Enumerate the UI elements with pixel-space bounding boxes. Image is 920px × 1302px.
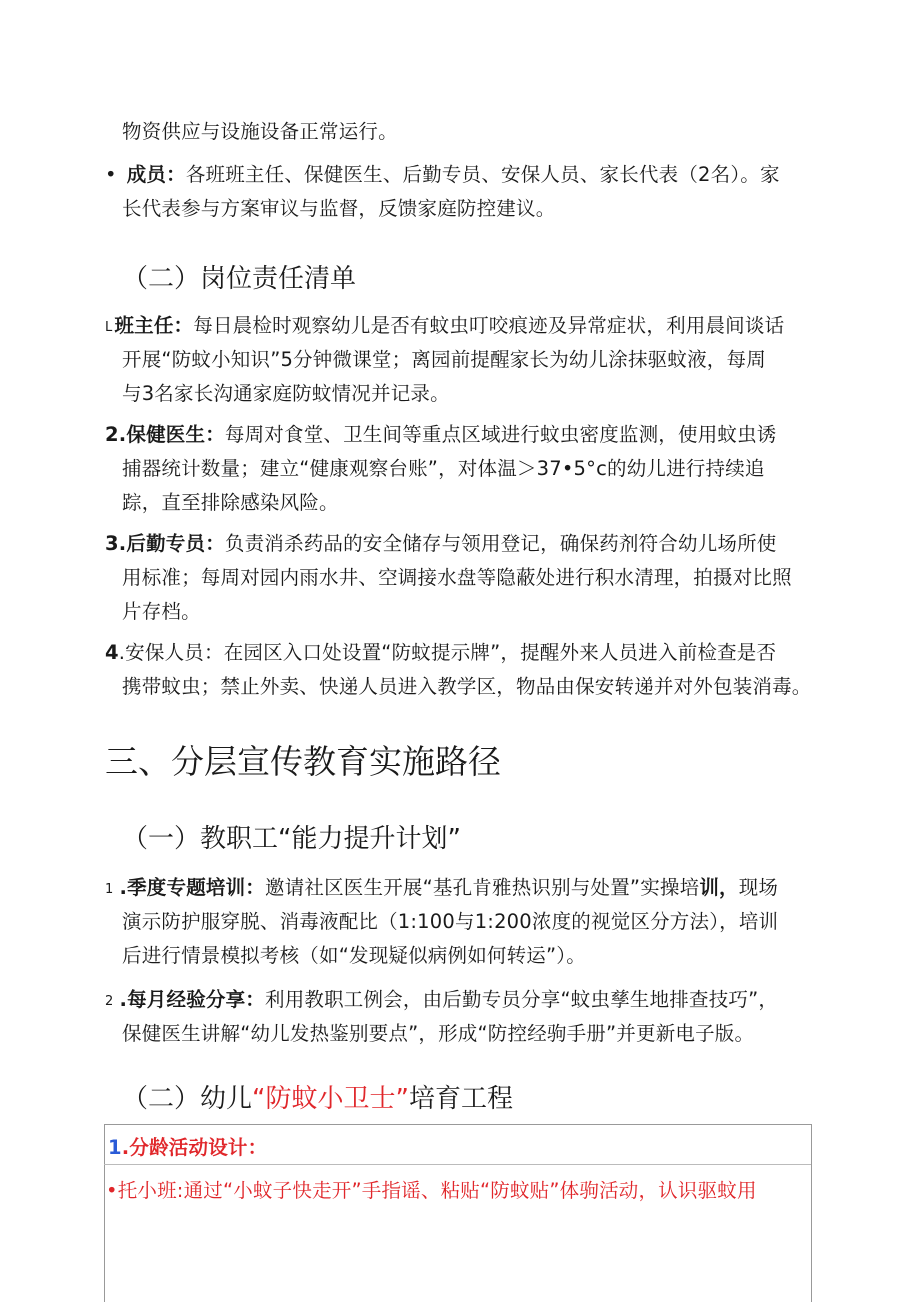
- duty-item-2: [105, 419, 777, 447]
- item-label: .后勤专员：: [118, 532, 225, 555]
- members-text-line2: 长代表参与方案审议与监督，反馈家庭防控建议。: [122, 197, 556, 220]
- item-number: 3: [105, 532, 119, 555]
- duty-item-2-line2: 捕器统计数量；建立“健康观察台账”，对体温＞37•5°c的幼儿进行持续追: [122, 457, 765, 480]
- item-label: .安保人员：: [118, 641, 224, 664]
- item-text: 邀请社区医生开展“基孔肯雅热识别与处置”实操培: [265, 876, 700, 899]
- bullet: •: [105, 163, 117, 186]
- heading-prefix: （二）幼儿: [122, 1084, 253, 1114]
- duty-item-1-line3: 与3名家长沟通家庭防蚊情况并记录。: [122, 382, 450, 405]
- staff-item-2: [105, 984, 778, 1012]
- staff-item-2-line2: 保健医生讲解“幼儿发热鉴别要点”，形成“防控经驹手册”并更新电子版。: [122, 1022, 755, 1045]
- duty-item-3-line2: 用标准；每周对园内雨水井、空调接水盘等隐蔽处进行积水清理，拍摄对比照: [122, 566, 792, 589]
- staff-item-1-line2: 演示防护服穿脱、消毒液配比（1:100与1:200浓度的视觉区分方法），培训: [122, 910, 779, 933]
- item-label: .每月经验分享：: [119, 988, 265, 1011]
- item-number: L: [105, 320, 113, 335]
- activity-table-row: •托小班:通过“小蚊子快走开”手指谣、粘贴“防蚊贴”体驹活动，认识驱蚊用: [106, 1179, 757, 1202]
- item-number: 2: [105, 994, 114, 1009]
- item-text: 利用教职工例会，由后勤专员分享“蚊虫孳生地排查技巧”，: [265, 988, 779, 1011]
- table-title-label: .分龄活动设计：: [121, 1136, 268, 1159]
- duty-item-1: [105, 310, 784, 338]
- item-text: 每周对食堂、卫生间等重点区域进行蚊虫密度监测，使用蚊虫诱: [224, 423, 777, 446]
- item-text-tail: 现场: [738, 876, 779, 899]
- duty-item-2-line3: 踪，直至排除感染风险。: [122, 491, 339, 514]
- table-title-number: 1: [108, 1136, 122, 1159]
- section-heading-kids: [122, 1078, 513, 1115]
- members-paragraph: [105, 159, 780, 187]
- activity-table-title: [108, 1132, 267, 1160]
- section-heading-staff: （一）教职工“能力提升计划”: [122, 824, 461, 854]
- duty-item-3-line3: 片存档。: [122, 600, 201, 623]
- staff-item-1-line3: 后进行情景模拟考核（如“发现疑似病例如何转运”）。: [122, 944, 586, 967]
- section-heading-duty: （二）岗位责任清单: [122, 264, 357, 294]
- staff-item-1: [105, 872, 778, 900]
- item-number: 1: [105, 882, 114, 897]
- item-label: .保健医生：: [118, 423, 225, 446]
- duty-item-4: [105, 637, 776, 665]
- item-text-bold: 训，: [699, 876, 739, 899]
- item-number: 4: [105, 641, 119, 664]
- duty-item-3: [105, 528, 777, 556]
- heading-suffix: 培育工程: [408, 1084, 513, 1114]
- table-divider: [104, 1164, 811, 1165]
- chapter-heading: 三、分层宣传教育实施路径: [105, 742, 501, 781]
- item-text: 每日晨检时观察幼儿是否有蚊虫叮咬痕迹及异常症状，利用晨间谈话: [193, 314, 785, 337]
- item-text: 在园区入口处设置“防蚊提示牌”，提醒外来人员进入前检查是否: [223, 641, 777, 664]
- item-label: .季度专题培训：: [119, 876, 265, 899]
- duty-item-4-line2: 携带蚊虫；禁止外卖、快递人员进入教学区，物品由保安转递并对外包装消毒。: [122, 675, 812, 698]
- duty-item-1-line2: 开展“防蚊小知识”5分钟微课堂；离园前提醒家长为幼儿涂抹驱蚊液，每周: [122, 348, 766, 371]
- members-label: 成员：: [126, 163, 186, 186]
- continuation-text: 物资供应与设施设备正常运行。: [122, 120, 398, 143]
- item-label: 班主任：: [114, 314, 194, 337]
- heading-highlight: “防蚊小卫士”: [252, 1084, 409, 1114]
- members-text: 各班班主任、保健医生、后勤专员、安保人员、家长代表（2名）。家: [185, 163, 780, 186]
- item-number: 2: [105, 423, 119, 446]
- item-text: 负责消杀药品的安全储存与领用登记，确保药剂符合幼儿场所使: [224, 532, 777, 555]
